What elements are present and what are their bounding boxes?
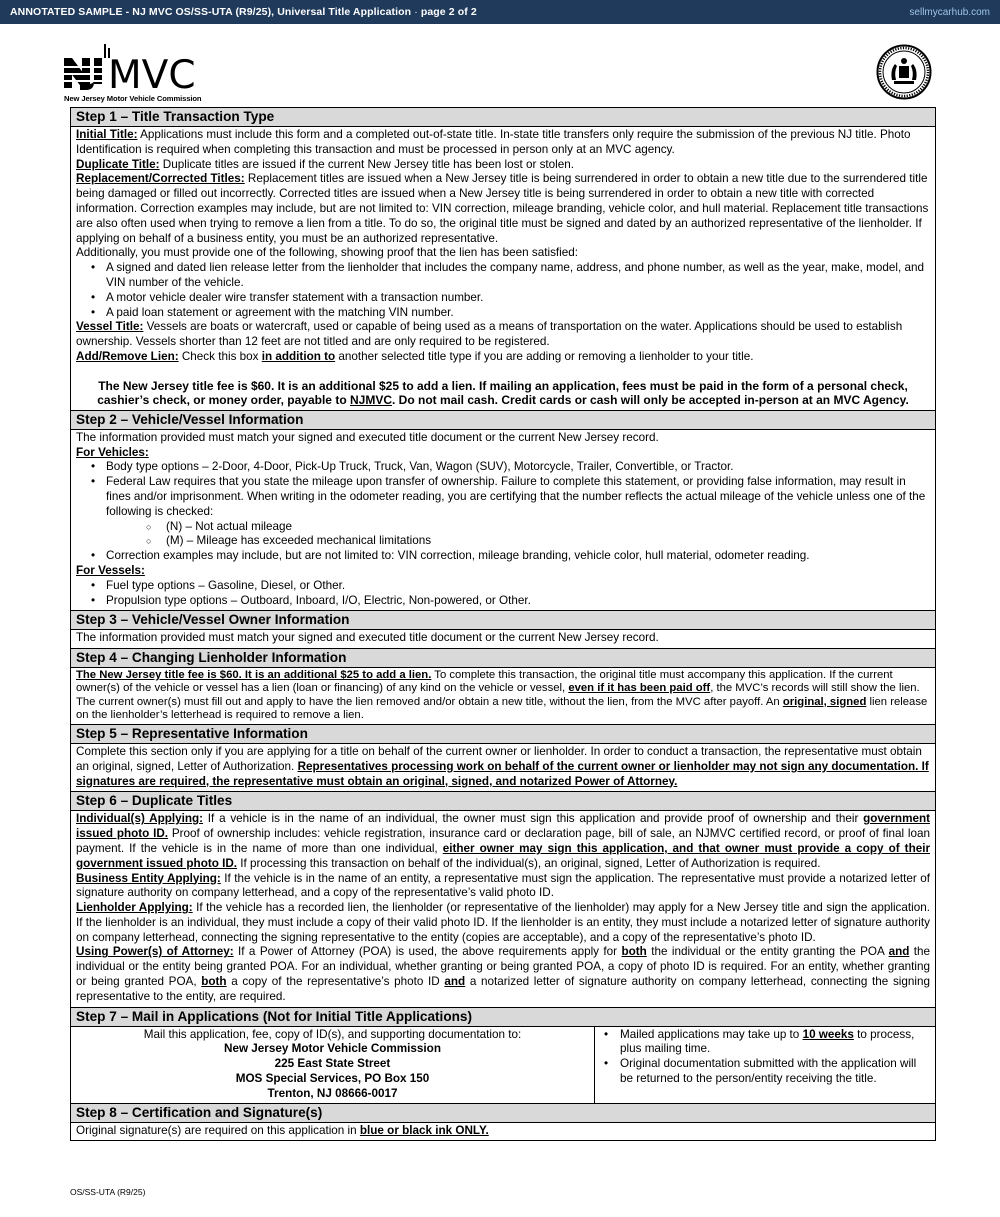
vessel-title-label: Vessel Title: [76, 320, 144, 334]
fee-notice-payee: NJMVC [349, 393, 392, 408]
lienholder-applying-label: Lienholder Applying: [76, 901, 193, 915]
vehicle-list-cont [76, 549, 930, 564]
list-item: • Correction examples may include, but are not limited to: VIN correction, mileage branding, vehicle color, hull material, odometer reading. [76, 549, 930, 564]
list-item: • Propulsion type options – Outboard, Inboard, I/O, Electric, Non-powered, or Other. [76, 594, 930, 609]
njmvc-logo [64, 42, 214, 104]
for-vessels-label: For Vessels: [76, 563, 145, 577]
step-5-section [71, 725, 935, 792]
step-8-section [71, 1104, 935, 1141]
vessel-list [76, 579, 930, 609]
banner-site-link[interactable]: sellmycarhub.com [909, 6, 990, 18]
poa-text-2: the individual or the entity granting the POA [646, 945, 889, 959]
list-item: • Fuel type options – Gasoline, Diesel, or Other. [76, 579, 930, 594]
step-6-header: Step 6 – Duplicate Titles [71, 792, 935, 811]
add-remove-lien-label: Add/Remove Lien: [76, 349, 179, 363]
add-remove-lien-emphasis: in addition to [261, 349, 336, 363]
mailing-address-block [71, 1027, 595, 1103]
vessel-title-para [76, 320, 930, 350]
poa-emphasis-3: both [201, 975, 227, 989]
svg-text:MVC: MVC [108, 53, 196, 92]
step-4-header: Step 4 – Changing Lienholder Information [71, 649, 935, 668]
duplicate-title-para [76, 158, 930, 173]
banner-separator: · [411, 6, 421, 18]
step-4-section [71, 649, 935, 725]
banner-page: page 2 of 2 [420, 6, 477, 18]
step-8-text: Original signature(s) are required on this application in [76, 1123, 360, 1137]
step-4-paid-off-emphasis: even if it has been paid off [568, 682, 711, 695]
step-8-ink-emphasis: blue or black ink ONLY. [359, 1123, 489, 1137]
add-remove-lien-text-a: Check this box [178, 349, 262, 363]
poa-emphasis-2: and [888, 945, 910, 959]
mail-note-1-a: Mailed applications may take up to [620, 1027, 803, 1041]
individuals-text-3: If processing this transaction on behalf of the individual(s), an original, signed, Letter of Authorization is required. [237, 856, 821, 870]
business-entity-label: Business Entity Applying: [76, 871, 221, 885]
step-3-section [71, 611, 935, 649]
fee-notice [76, 379, 930, 408]
vessel-title-text: Vessels are boats or watercraft, used or capable of being used as a means of transportation on the water. Applications should be used to establish ownership. Vessels shorter than 12 feet are not titled and are only required to be registered. [76, 320, 903, 349]
step-4-text-1: To complete this transaction, the original title must accompany this application. If the current owner(s) of the vehicle or vessel has a lien (loan or financing) of any kind on the vehicle or vessel, [76, 669, 893, 695]
list-item: • Federal Law requires that you state the mileage upon transfer of ownership. Failure to complete this statement, or providing false information, may result in fines and/or imprisonment. When writing in the odometer reading, you are certifying that the number reflects the actual mileage of the vehicle unless one of the following is checked: [76, 475, 930, 519]
fee-notice-a: The New Jersey title fee is $60. It is an additional $25 to add a lien. If mailing an application, fees must be paid in the form of a personal check, cashier’s check, or money order, payable to [97, 378, 908, 408]
power-of-attorney-para [76, 945, 930, 1004]
poa-text-3: the individual or the entity being granted POA. For an individual, whether granting or being granted POA, a copy of photo ID is required. For an entity, whether granting or being granted POA, [76, 945, 931, 989]
step-3-header: Step 3 – Vehicle/Vessel Owner Information [71, 611, 935, 630]
lienholder-applying-text: If the vehicle has a recorded lien, the lienholder (or representative of the lienholder) may apply for a New Jersey title and sign the application. If the lienholder is an individual, they must include a copy of their valid photo ID. If the lienholder is an entity, they must include a notarized letter of signature authority on company letterhead, connecting the signing representative to the entity (copies are acceptable), and a copy of the representative’s photo ID. [76, 901, 930, 944]
mail-address-line-1: New Jersey Motor Vehicle Commission [224, 1042, 441, 1056]
poa-text-5: a notarized letter of signature authority on company letterhead, connecting the signing representative to the entity, are required. [76, 975, 930, 1003]
step-2-body [71, 430, 935, 611]
step-4-original-signed-emphasis: original, signed [782, 695, 867, 708]
form-number-footer: OS/SS-UTA (R9/25) [70, 1187, 146, 1197]
initial-title-text: Applications must include this form and a completed out-of-state title. In-state title transfers only require the submission of the previous NJ title. Photo Identification is required when completing this transaction and must be processed in person only at an MVC agency. [76, 128, 911, 156]
lien-proof-list [76, 261, 930, 320]
step-7-header: Step 7 – Mail in Applications (Not for Initial Title Applications) [71, 1008, 935, 1027]
individuals-applying-label: Individual(s) Applying: [76, 812, 204, 826]
mail-info [71, 1027, 935, 1103]
individuals-emphasis-1: government issued photo ID. [76, 812, 930, 841]
add-remove-lien-text-b: another selected title type if you are adding or removing a lienholder to your title. [335, 349, 754, 363]
duplicate-title-text: Duplicate titles are issued if the current New Jersey title has been lost or stolen. [159, 157, 575, 171]
step-8-body [71, 1123, 935, 1141]
list-item: ○ (N) – Not actual mileage [76, 520, 930, 535]
individuals-text-2: Proof of ownership includes: vehicle registration, insurance card or declaration page, bill of sale, an NJMVC certified record, or proof of final loan payment. If the vehicle is in the name of more than one individual, [76, 827, 930, 855]
additionally-text: Additionally, you must provide one of the following, showing proof that the lien has been satisfied: [76, 246, 579, 260]
replacement-title-text: Replacement titles are issued when a New Jersey title is being surrendered in order to obtain a new title due to the surrendered title being damaged or filled out incorrectly. Corrected titles are issued when a New Jersey title is being surrendered in order to obtain a new title with corrected information. Correction examples may include, but are not limited to: VIN correction, mileage branding, vehicle color, and hull material. Replacement title transactions are also often used when trying to remove a lien from a title. To do so, the original title must be signed and dated by an authorized representative of the lienholder. If applying on behalf of a business entity, you must be an authorized representative. [76, 172, 929, 245]
step-5-body [71, 744, 935, 791]
for-vehicles-label: For Vehicles: [76, 445, 149, 459]
step-2-section [71, 411, 935, 612]
step-1-body [71, 127, 935, 410]
list-item [600, 1028, 930, 1058]
business-entity-para [76, 872, 930, 902]
step-5-text: Complete this section only if you are applying for a title on behalf of the current owner or lienholder. In order to conduct a transaction, the representative must obtain an original, signed, Letter of Authorization. [76, 744, 922, 773]
list-item: • A signed and dated lien release letter from the lienholder that includes the company name, address, and phone number, as well as the year, make, model, and VIN number of the vehicle. [76, 261, 930, 291]
list-item: • Original documentation submitted with the application will be returned to the person/entity receiving the title. [600, 1057, 930, 1087]
mail-notes [595, 1027, 935, 1103]
top-banner [0, 0, 1000, 24]
step-1-header: Step 1 – Title Transaction Type [71, 108, 935, 127]
initial-title-para [76, 128, 930, 158]
banner-title: ANNOTATED SAMPLE - NJ MVC OS/SS-UTA (R9/25), Universal Title Application [10, 6, 412, 18]
individuals-applying-para [76, 812, 930, 871]
mail-notes-list [600, 1028, 930, 1087]
vehicle-list [76, 460, 930, 519]
nj-state-seal-icon [876, 44, 932, 100]
poa-emphasis-1: both [621, 945, 647, 959]
list-item: • A motor vehicle dealer wire transfer statement with a transaction number. [76, 291, 930, 306]
individuals-text-1: If a vehicle is in the name of an individual, the owner must sign this application and provide proof of ownership and their [203, 812, 864, 826]
step-3-body: The information provided must match your signed and executed title document or the current New Jersey record. [76, 631, 659, 645]
duplicate-title-label: Duplicate Title: [76, 157, 160, 171]
business-entity-text: If the vehicle is in the name of an entity, a representative must sign the application. The representative must provide a notarized letter of signature authority on company letterhead, and a copy of the representative’s valid photo ID. [76, 871, 930, 900]
odometer-options-list [76, 520, 930, 550]
replacement-title-para [76, 172, 930, 246]
step-5-emphasis: Representatives processing work on behalf of the current owner or lienholder may not sign any documentation. If signatures are required, the representative must obtain an original, signed, and notarized Power of Attorney. [76, 759, 929, 788]
poa-emphasis-4: and [444, 975, 466, 989]
njmvc-logo-mark [64, 42, 206, 92]
list-item: • Body type options – 2-Door, 4-Door, Pick-Up Truck, Truck, Van, Wagon (SUV), Motorcycle, Trailer, Convertible, or Tractor. [76, 460, 930, 475]
logo-subtitle: New Jersey Motor Vehicle Commission [64, 94, 202, 103]
mail-intro: Mail this application, fee, copy of ID(s), and supporting documentation to: [143, 1027, 522, 1041]
step-1-section [71, 108, 935, 411]
list-item: • A paid loan statement or agreement with the matching VIN number. [76, 306, 930, 321]
instructions-form [70, 107, 936, 1141]
individuals-emphasis-2: either owner may sign this application, and that owner must provide a copy of their government issued photo ID. [76, 841, 931, 870]
replacement-title-label: Replacement/Corrected Titles: [76, 172, 245, 186]
mail-note-1-weeks: 10 weeks [802, 1027, 854, 1041]
step-5-header: Step 5 – Representative Information [71, 725, 935, 744]
step-6-body [71, 811, 935, 1006]
step-8-header: Step 8 – Certification and Signature(s) [71, 1104, 935, 1123]
poa-text-1: If a Power of Attorney (POA) is used, the above requirements apply for [233, 945, 622, 959]
step-2-header: Step 2 – Vehicle/Vessel Information [71, 411, 935, 430]
mail-address-line-2: 225 East State Street [274, 1057, 391, 1071]
power-of-attorney-label: Using Power(s) of Attorney: [76, 945, 234, 959]
step-4-body [71, 668, 935, 724]
banner-title-group [10, 6, 477, 18]
step-6-section [71, 792, 935, 1007]
step-4-fee-emphasis: The New Jersey title fee is $60. It is an additional $25 to add a lien. [76, 669, 432, 682]
step-4-text-3: lien release on the lienholder’s letterhead is required to remove a lien. [76, 695, 928, 721]
list-item: ○ (M) – Mileage has exceeded mechanical limitations [76, 534, 930, 549]
poa-text-4: a copy of the representative’s photo ID [226, 975, 445, 989]
add-remove-lien-para [76, 350, 930, 365]
mail-address-line-3: MOS Special Services, PO Box 150 [235, 1072, 430, 1086]
step-4-text-2: , the MVC’s records will still show the lien. The current owner(s) must fill out and apply to have the lien removed and/or obtain a new title, without the lien, from the MVC after payoff. An [76, 682, 920, 708]
fee-notice-b: . Do not mail cash. Credit cards or cash will only be accepted in-person at an MVC Agency. [392, 393, 909, 408]
step-2-intro: The information provided must match your signed and executed title document or the current New Jersey record. [76, 430, 659, 444]
mail-address-line-4: Trenton, NJ 08666-0017 [267, 1086, 398, 1100]
initial-title-label: Initial Title: [76, 128, 138, 141]
step-7-section [71, 1008, 935, 1104]
lienholder-applying-para [76, 901, 930, 945]
mail-note-1-b: to process, plus mailing time. [620, 1027, 915, 1056]
